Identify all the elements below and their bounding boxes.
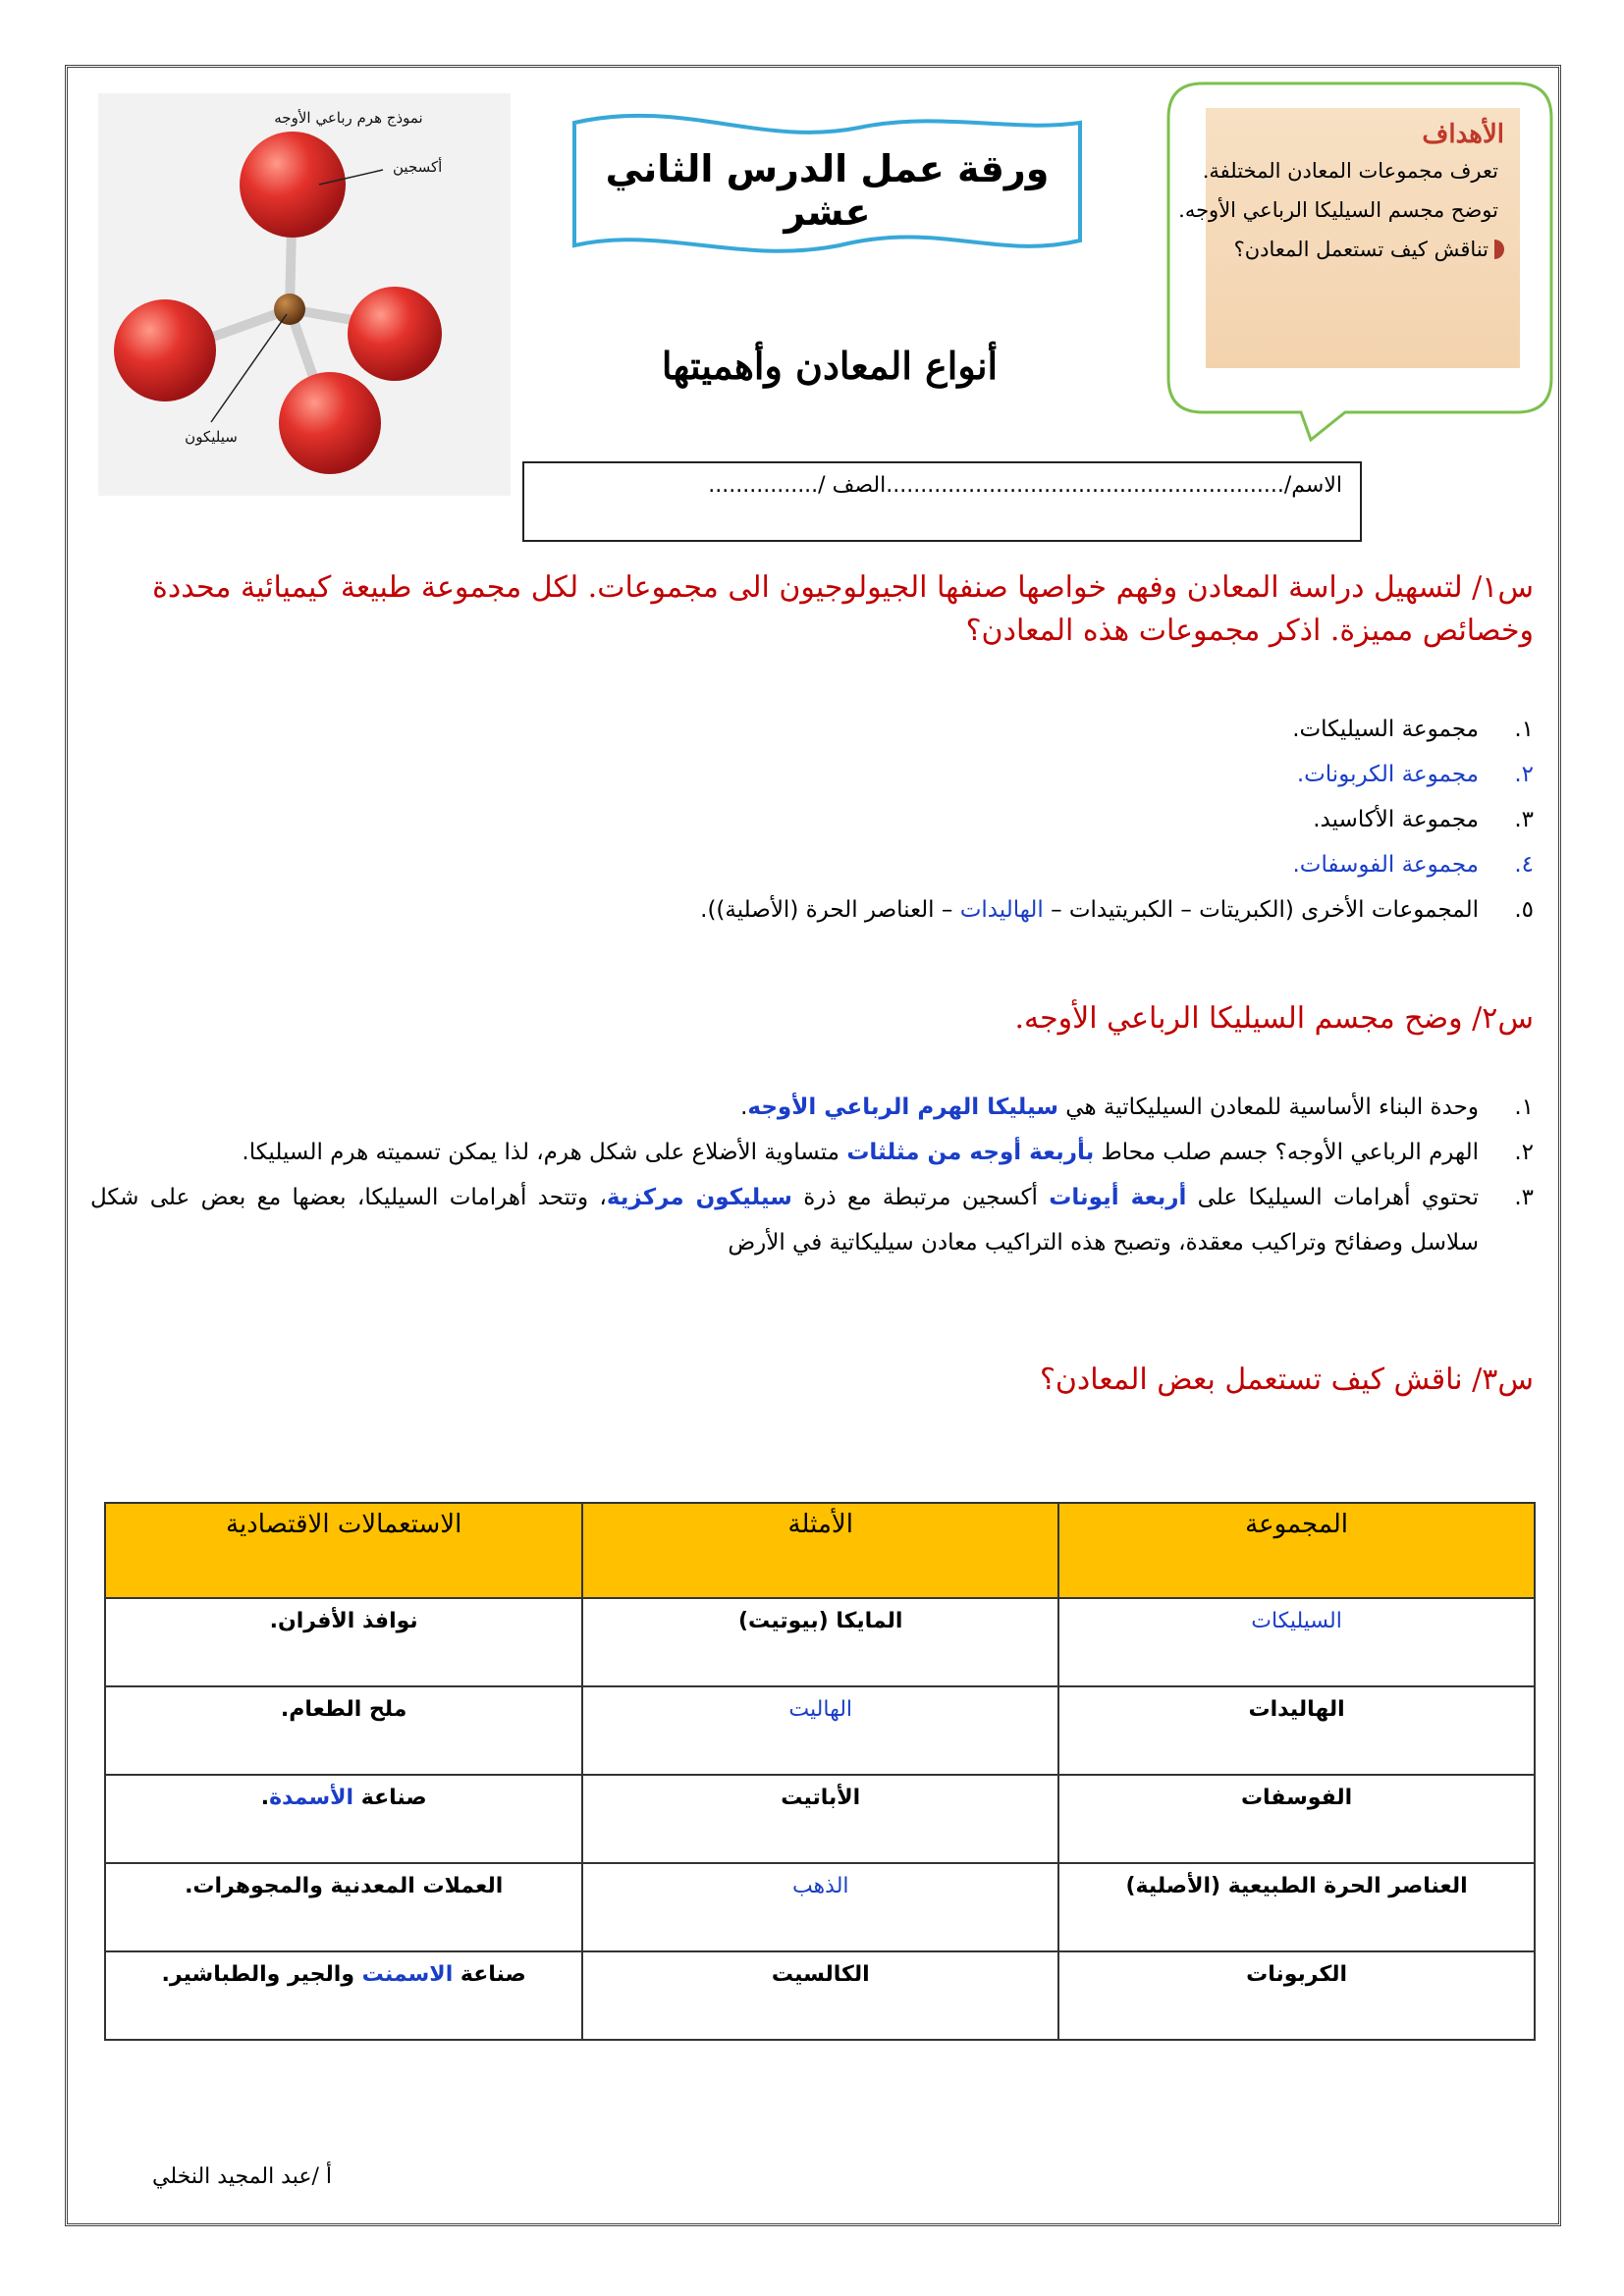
table-cell: المايكا (بيوتيت) bbox=[582, 1598, 1058, 1686]
table-cell: السيليكات bbox=[1058, 1598, 1535, 1686]
question-1: س١/ لتسهيل دراسة المعادن وفهم خواصها صنفها الجيولوجيون الى مجموعات. لكل مجموعة طبيعة كيميائية محددة وخصائص مميزة. اذكر مجموعات هذه المعادن؟ bbox=[152, 570, 1534, 648]
question-2: س٢/ وضح مجسم السيليكا الرباعي الأوجه. bbox=[1014, 1001, 1534, 1036]
table-row bbox=[105, 1775, 1535, 1863]
column-header: الاستعمالات الاقتصادية bbox=[105, 1503, 582, 1598]
table-cell: الهاليت bbox=[582, 1686, 1058, 1775]
list-item: ٤. مجموعة الفوسفات. bbox=[1292, 852, 1534, 878]
oxygen-atom bbox=[114, 299, 216, 401]
oxygen-label: أكسجين bbox=[393, 158, 443, 176]
goal-item: توضح مجسم السيليكا الرباعي الأوجه. bbox=[1178, 198, 1498, 222]
oxygen-atom bbox=[240, 132, 346, 238]
list-item: ١. مجموعة السيليكات. bbox=[1292, 717, 1534, 742]
silicon-label: سيليكون bbox=[185, 428, 238, 446]
list-item: ٣. مجموعة الأكاسيد. bbox=[1313, 807, 1534, 832]
question-3: س٣/ ناقش كيف تستعمل بعض المعادن؟ bbox=[1039, 1362, 1534, 1397]
table-cell: الهاليدات bbox=[1058, 1686, 1535, 1775]
goal-item: تناقش كيف تستعمل المعادن؟ bbox=[1221, 238, 1504, 261]
table-cell: الذهب bbox=[582, 1863, 1058, 1951]
list-item: ٢. الهرم الرباعي الأوجه؟ جسم صلب محاط بأربعة أوجه من مثلثات متساوية الأضلاع على شكل هرم، لذا يمكن تسميته هرم السيليكا. bbox=[242, 1140, 1534, 1165]
table-cell: الفوسفات bbox=[1058, 1775, 1535, 1863]
table-cell: الكالسيت bbox=[582, 1951, 1058, 2040]
goals-title: الأهداف bbox=[1422, 120, 1504, 149]
table-row bbox=[105, 1863, 1535, 1951]
table-cell: العملات المعدنية والمجوهرات. bbox=[105, 1863, 582, 1951]
table-row bbox=[105, 1598, 1535, 1686]
molecule-caption: نموذج هرم رباعي الأوجه bbox=[274, 109, 423, 127]
list-item: ١. وحدة البناء الأساسية للمعادن السيليكاتية هي سيليكا الهرم الرباعي الأوجه. bbox=[740, 1095, 1534, 1120]
silicon-atom bbox=[274, 294, 305, 325]
table-row bbox=[105, 1686, 1535, 1775]
table-cell: الكربونات bbox=[1058, 1951, 1535, 2040]
lesson-subtitle: أنواع المعادن وأهميتها bbox=[661, 344, 999, 388]
table-cell: صناعة الاسمنت والجير والطباشير. bbox=[105, 1951, 582, 2040]
table-cell: الأباتيت bbox=[582, 1775, 1058, 1863]
student-info-box[interactable] bbox=[522, 461, 1362, 542]
table-header-row bbox=[105, 1503, 1535, 1598]
question-2-answers bbox=[90, 1085, 1534, 1265]
oxygen-atom bbox=[348, 287, 442, 381]
column-header: الأمثلة bbox=[582, 1503, 1058, 1598]
question-1-answers bbox=[90, 707, 1534, 933]
table-row bbox=[105, 1951, 1535, 2040]
table-cell: ملح الطعام. bbox=[105, 1686, 582, 1775]
tetrahedron-illustration bbox=[98, 93, 511, 496]
list-item: ٢. مجموعة الكربونات. bbox=[1296, 762, 1534, 787]
table-cell: صناعة الأسمدة. bbox=[105, 1775, 582, 1863]
column-header: المجموعة bbox=[1058, 1503, 1535, 1598]
table-cell: نوافذ الأفران. bbox=[105, 1598, 582, 1686]
list-item: ٥. المجموعات الأخرى (الكبريتات – الكبريتيدات – الهاليدات – العناصر الحرة (الأصلية)). bbox=[700, 897, 1534, 923]
bullet-marker-icon bbox=[1494, 240, 1504, 259]
student-name-class-line: الاسم/..........................................................الصف /................ bbox=[708, 473, 1342, 498]
author-signature: أ /عبد المجيد النخلي bbox=[152, 2164, 333, 2189]
oxygen-atom bbox=[279, 372, 381, 474]
goals-box bbox=[1178, 108, 1520, 368]
goal-item: تعرف مجموعات المعادن المختلفة. bbox=[1202, 159, 1498, 183]
table-cell: العناصر الحرة الطبيعية (الأصلية) bbox=[1058, 1863, 1535, 1951]
list-item: ٣. تحتوي أهرامات السيليكا على أربعة أيونات أكسجين مرتبطة مع ذرة سيليكون مركزية، وتتحد أهرامات السيليكا، بعضها مع بعض على شكل سلاسل وصفائح وتراكيب معقدة، وتصبح هذه التراكيب معادن سيليكاتية في الأرض bbox=[90, 1185, 1534, 1255]
tetrahedron-svg bbox=[98, 93, 511, 496]
minerals-uses-table bbox=[104, 1502, 1536, 2041]
worksheet-title: ورقة عمل الدرس الثاني عشر bbox=[605, 147, 1050, 234]
